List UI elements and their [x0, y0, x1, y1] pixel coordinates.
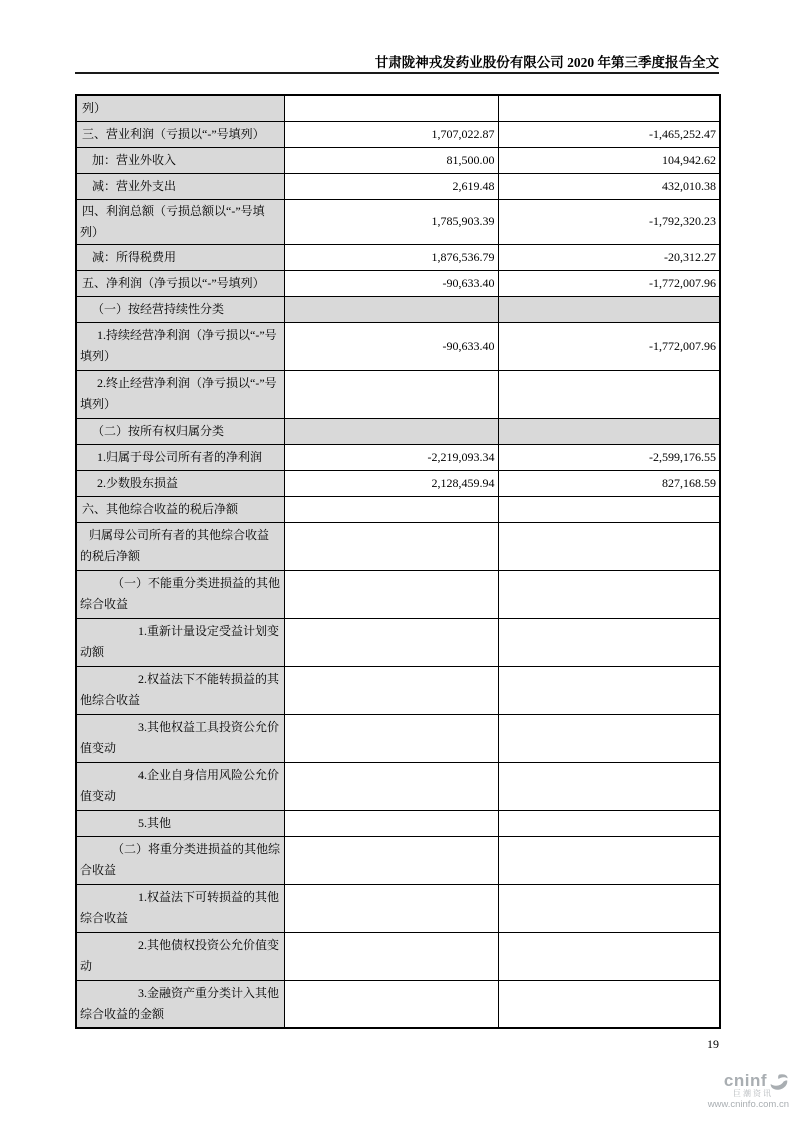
table-row: [76, 370, 720, 418]
row-label: 1.重新计量设定受益计划变动额: [76, 618, 284, 666]
table-row: [76, 666, 720, 714]
table-row: [76, 470, 720, 496]
income-statement-table: [75, 94, 721, 1029]
prior-period-value: [498, 714, 720, 762]
prior-period-value: -1,792,320.23: [498, 199, 720, 244]
prior-period-value: 432,010.38: [498, 173, 720, 199]
prior-period-value: [498, 810, 720, 836]
row-label: 加：营业外收入: [76, 147, 284, 173]
table-row: [76, 618, 720, 666]
table-row: [76, 147, 720, 173]
row-label: （二）按所有权归属分类: [76, 418, 284, 444]
table-row: [76, 244, 720, 270]
prior-period-value: [498, 618, 720, 666]
table-row: [76, 173, 720, 199]
table-row: [76, 121, 720, 147]
row-label: 2.终止经营净利润（净亏损以“-”号填列）: [76, 370, 284, 418]
table-row: [76, 714, 720, 762]
current-period-value: [284, 370, 498, 418]
row-label: 4.企业自身信用风险公允价值变动: [76, 762, 284, 810]
current-period-value: -90,633.40: [284, 270, 498, 296]
page-number: 19: [707, 1037, 719, 1051]
prior-period-value: [498, 836, 720, 884]
table-row: [76, 270, 720, 296]
prior-period-value: -1,465,252.47: [498, 121, 720, 147]
prior-period-value: [498, 762, 720, 810]
current-period-value: [284, 570, 498, 618]
prior-period-value: -1,772,007.96: [498, 270, 720, 296]
current-period-value: 2,128,459.94: [284, 470, 498, 496]
current-period-value: -2,219,093.34: [284, 444, 498, 470]
prior-period-value: [498, 932, 720, 980]
row-label: （一）不能重分类进损益的其他综合收益: [76, 570, 284, 618]
current-period-value: 2,619.48: [284, 173, 498, 199]
table-row: [76, 496, 720, 522]
row-label: 2.其他债权投资公允价值变动: [76, 932, 284, 980]
table-row: [76, 810, 720, 836]
logo-url-text: www.cninfo.com.cn: [707, 1099, 789, 1110]
table-row: [76, 932, 720, 980]
logo-chinese-text: 巨潮资讯: [733, 1089, 773, 1098]
table-row: [76, 199, 720, 244]
row-label: 列）: [76, 95, 284, 121]
header-rule: [75, 72, 719, 74]
cninfo-logo: [679, 1072, 789, 1110]
table-row: [76, 836, 720, 884]
table-row: [76, 418, 720, 444]
current-period-value: [284, 714, 498, 762]
current-period-value: 1,707,022.87: [284, 121, 498, 147]
row-label: 减：营业外支出: [76, 173, 284, 199]
prior-period-value: [498, 418, 720, 444]
prior-period-value: [498, 496, 720, 522]
current-period-value: [284, 296, 498, 322]
current-period-value: [284, 95, 498, 121]
row-label: 1.持续经营净利润（净亏损以“-”号填列）: [76, 322, 284, 370]
current-period-value: [284, 418, 498, 444]
row-label: 三、营业利润（亏损以“-”号填列）: [76, 121, 284, 147]
row-label: 六、其他综合收益的税后净额: [76, 496, 284, 522]
table-row: [76, 296, 720, 322]
current-period-value: [284, 666, 498, 714]
prior-period-value: -20,312.27: [498, 244, 720, 270]
prior-period-value: [498, 570, 720, 618]
current-period-value: [284, 884, 498, 932]
prior-period-value: [498, 370, 720, 418]
row-label: 减：所得税费用: [76, 244, 284, 270]
row-label: （一）按经营持续性分类: [76, 296, 284, 322]
row-label: 1.权益法下可转损益的其他综合收益: [76, 884, 284, 932]
table-row: [76, 980, 720, 1028]
prior-period-value: [498, 296, 720, 322]
prior-period-value: -2,599,176.55: [498, 444, 720, 470]
prior-period-value: 827,168.59: [498, 470, 720, 496]
current-period-value: [284, 810, 498, 836]
header-title: 甘肃陇神戎发药业股份有限公司 2020 年第三季度报告全文: [374, 55, 719, 70]
prior-period-value: [498, 522, 720, 570]
table-row: [76, 884, 720, 932]
row-label: 2.权益法下不能转损益的其他综合收益: [76, 666, 284, 714]
current-period-value: 81,500.00: [284, 147, 498, 173]
current-period-value: [284, 762, 498, 810]
row-label: 2.少数股东损益: [76, 470, 284, 496]
row-label: 3.金融资产重分类计入其他综合收益的金额: [76, 980, 284, 1028]
current-period-value: [284, 836, 498, 884]
prior-period-value: -1,772,007.96: [498, 322, 720, 370]
current-period-value: 1,876,536.79: [284, 244, 498, 270]
current-period-value: [284, 496, 498, 522]
row-label: 3.其他权益工具投资公允价值变动: [76, 714, 284, 762]
current-period-value: [284, 932, 498, 980]
table-row: [76, 762, 720, 810]
row-label: 5.其他: [76, 810, 284, 836]
logo-brand-text: cninf: [723, 1071, 767, 1090]
current-period-value: [284, 618, 498, 666]
prior-period-value: [498, 884, 720, 932]
prior-period-value: 104,942.62: [498, 147, 720, 173]
row-label: 归属母公司所有者的其他综合收益的税后净额: [76, 522, 284, 570]
table-row: [76, 522, 720, 570]
row-label: 四、利润总额（亏损总额以“-”号填列）: [76, 199, 284, 244]
prior-period-value: [498, 980, 720, 1028]
row-label: 五、净利润（净亏损以“-”号填列）: [76, 270, 284, 296]
current-period-value: -90,633.40: [284, 322, 498, 370]
row-label: 1.归属于母公司所有者的净利润: [76, 444, 284, 470]
current-period-value: 1,785,903.39: [284, 199, 498, 244]
table-row: [76, 570, 720, 618]
prior-period-value: [498, 666, 720, 714]
current-period-value: [284, 522, 498, 570]
current-period-value: [284, 980, 498, 1028]
table-row: [76, 444, 720, 470]
prior-period-value: [498, 95, 720, 121]
table-row: [76, 95, 720, 121]
row-label: （二）将重分类进损益的其他综合收益: [76, 836, 284, 884]
table-row: [76, 322, 720, 370]
